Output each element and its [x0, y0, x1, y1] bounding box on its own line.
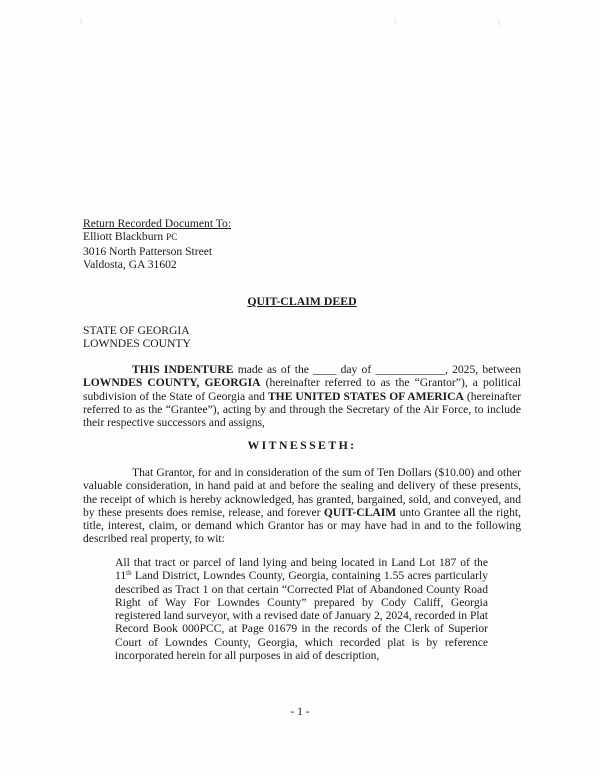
legal-text-1: All that tract or parcel of land lying and being located in Land Lot 187 of the 11: [115, 556, 488, 583]
indenture-paragraph: [83, 363, 521, 429]
return-city-state-zip: Valdosta, GA 31602: [83, 257, 177, 271]
venue-block: [83, 324, 521, 351]
return-address-block: [83, 217, 521, 271]
return-name-suffix: PC: [166, 232, 178, 243]
page-number: - 1 -: [290, 706, 310, 718]
scan-artifact: [498, 20, 500, 26]
scan-artifact: [80, 18, 82, 24]
return-heading: Return Recorded Document To:: [83, 217, 232, 230]
witnesseth-heading: WITNESSETH:: [247, 438, 357, 452]
venue-state: STATE OF GEORGIA: [83, 324, 190, 337]
scan-artifact: [394, 18, 396, 24]
legal-superscript: th: [126, 569, 132, 578]
indenture-text-3: (hereinafter referred to as the “Grantee”), acting by and through the Secretary of the Air Force, to include their respective successors and assigns,: [83, 389, 521, 430]
grant-clause-paragraph: [83, 466, 521, 546]
document-title: QUIT-CLAIM DEED: [247, 294, 357, 308]
indenture-lead: THIS INDENTURE: [132, 363, 234, 376]
grant-text-2: unto Grantee all the right, title, interest, claim, or demand which Grantor has or may have had in and to the following described real property, to wit:: [83, 505, 521, 546]
legal-description: [115, 556, 488, 662]
indenture-text-1: made as of the ____ day of ____________, 2025, between: [233, 363, 521, 376]
grantor-name: LOWNDES COUNTY, GEORGIA: [83, 376, 261, 390]
indenture-text-2: (hereinafter referred to as the “Grantor”), a political subdivision of the State of Georgia and: [83, 376, 521, 403]
legal-text-2: Land District, Lowndes County, Georgia, containing 1.55 acres particularly described as Tract 1 on that certain “Corrected Plat of Abandoned County Road Right of Way For Lowndes County” prepared by Cody Califf, Georgia registered land surveyor, with a revised date of January 2, 2024, recorded in Plat Record Book 000PCC, at Page 01679 in the records of the Clerk of Superior Court of Lowndes County, Georgia, which recorded plat is by reference incorporated herein for all purposes in aid of description,: [115, 569, 488, 663]
return-name-line: [83, 230, 521, 244]
grant-quitclaim: QUIT-CLAIM: [323, 505, 397, 519]
grantee-name: THE UNITED STATES OF AMERICA: [267, 389, 464, 403]
grant-text-1: That Grantor, for and in consideration of the sum of Ten Dollars ($10.00) and other valuable consideration, in hand paid at and before the sealing and delivery of these presents, the receipt of which is hereby acknowledged, has granted, bargained, sold, and conveyed, and by these presents does remise, release, and forever: [83, 466, 521, 519]
venue-county: LOWNDES COUNTY: [83, 337, 191, 351]
return-name: Elliott Blackburn: [83, 230, 164, 244]
return-street: 3016 North Patterson Street: [83, 244, 213, 258]
